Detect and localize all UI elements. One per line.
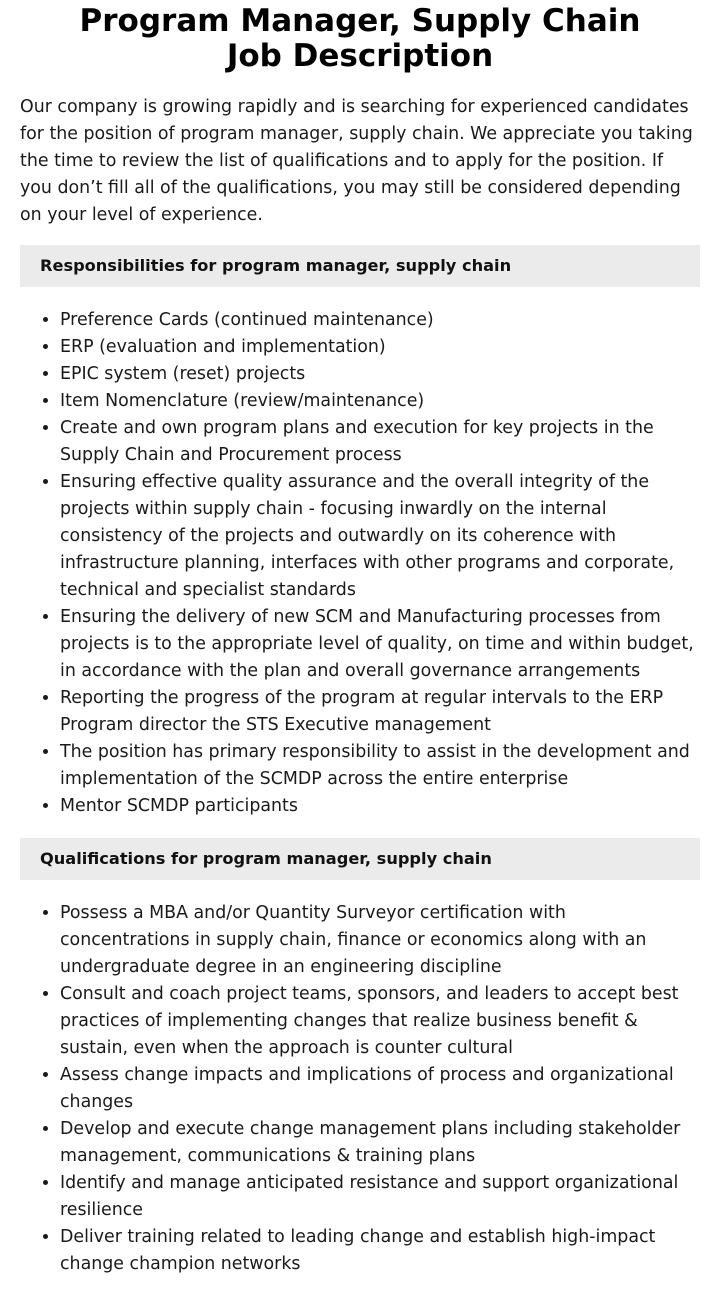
list-item: • Mentor SCMDP participants xyxy=(60,793,700,820)
qualifications-heading: Qualifications for program manager, supply chain xyxy=(20,838,700,880)
list-item: • Item Nomenclature (review/maintenance) xyxy=(60,388,700,415)
list-item: • Consult and coach project teams, sponsors, and leaders to accept best practices of implementing changes that realize business benefit & sustain, even when the approach is counter cultural xyxy=(60,981,700,1062)
list-item: • Reporting the progress of the program at regular intervals to the ERP Program director the STS Executive management xyxy=(60,685,700,739)
list-item: • ERP (evaluation and implementation) xyxy=(60,334,700,361)
list-item: • Identify and manage anticipated resistance and support organizational resilience xyxy=(60,1170,700,1224)
responsibilities-heading: Responsibilities for program manager, supply chain xyxy=(20,245,700,287)
list-item: • Ensuring effective quality assurance and the overall integrity of the projects within supply chain - focusing inwardly on the internal consistency of the projects and outwardly on its coherence with infrastructure planning, interfaces with other programs and corporate, technical and specialist standards xyxy=(60,469,700,604)
responsibilities-list xyxy=(20,307,700,820)
list-item: • EPIC system (reset) projects xyxy=(60,361,700,388)
list-item: • Possess a MBA and/or Quantity Surveyor certification with concentrations in supply chain, finance or economics along with an undergraduate degree in an engineering discipline xyxy=(60,900,700,981)
list-item: • Develop and execute change management plans including stakeholder management, communications & training plans xyxy=(60,1116,700,1170)
page-title: Program Manager, Supply Chain Job Description xyxy=(79,3,641,74)
list-item: • The position has primary responsibility to assist in the development and implementation of the SCMDP across the entire enterprise xyxy=(60,739,700,793)
list-item: • Assess change impacts and implications of process and organizational changes xyxy=(60,1062,700,1116)
list-item: • Deliver training related to leading change and establish high-impact change champion networks xyxy=(60,1224,700,1278)
job-description-page xyxy=(0,4,720,1278)
intro-paragraph: Our company is growing rapidly and is searching for experienced candidates for the position of program manager, supply chain. We appreciate you taking the time to review the list of qualifications and to apply for the position. If you don’t fill all of the qualifications, you may still be considered depending on your level of experience. xyxy=(20,97,693,225)
qualifications-list xyxy=(20,900,700,1278)
list-item: • Preference Cards (continued maintenance) xyxy=(60,307,700,334)
list-item: • Create and own program plans and execution for key projects in the Supply Chain and Procurement process xyxy=(60,415,700,469)
list-item: • Ensuring the delivery of new SCM and Manufacturing processes from projects is to the appropriate level of quality, on time and within budget, in accordance with the plan and overall governance arrangements xyxy=(60,604,700,685)
